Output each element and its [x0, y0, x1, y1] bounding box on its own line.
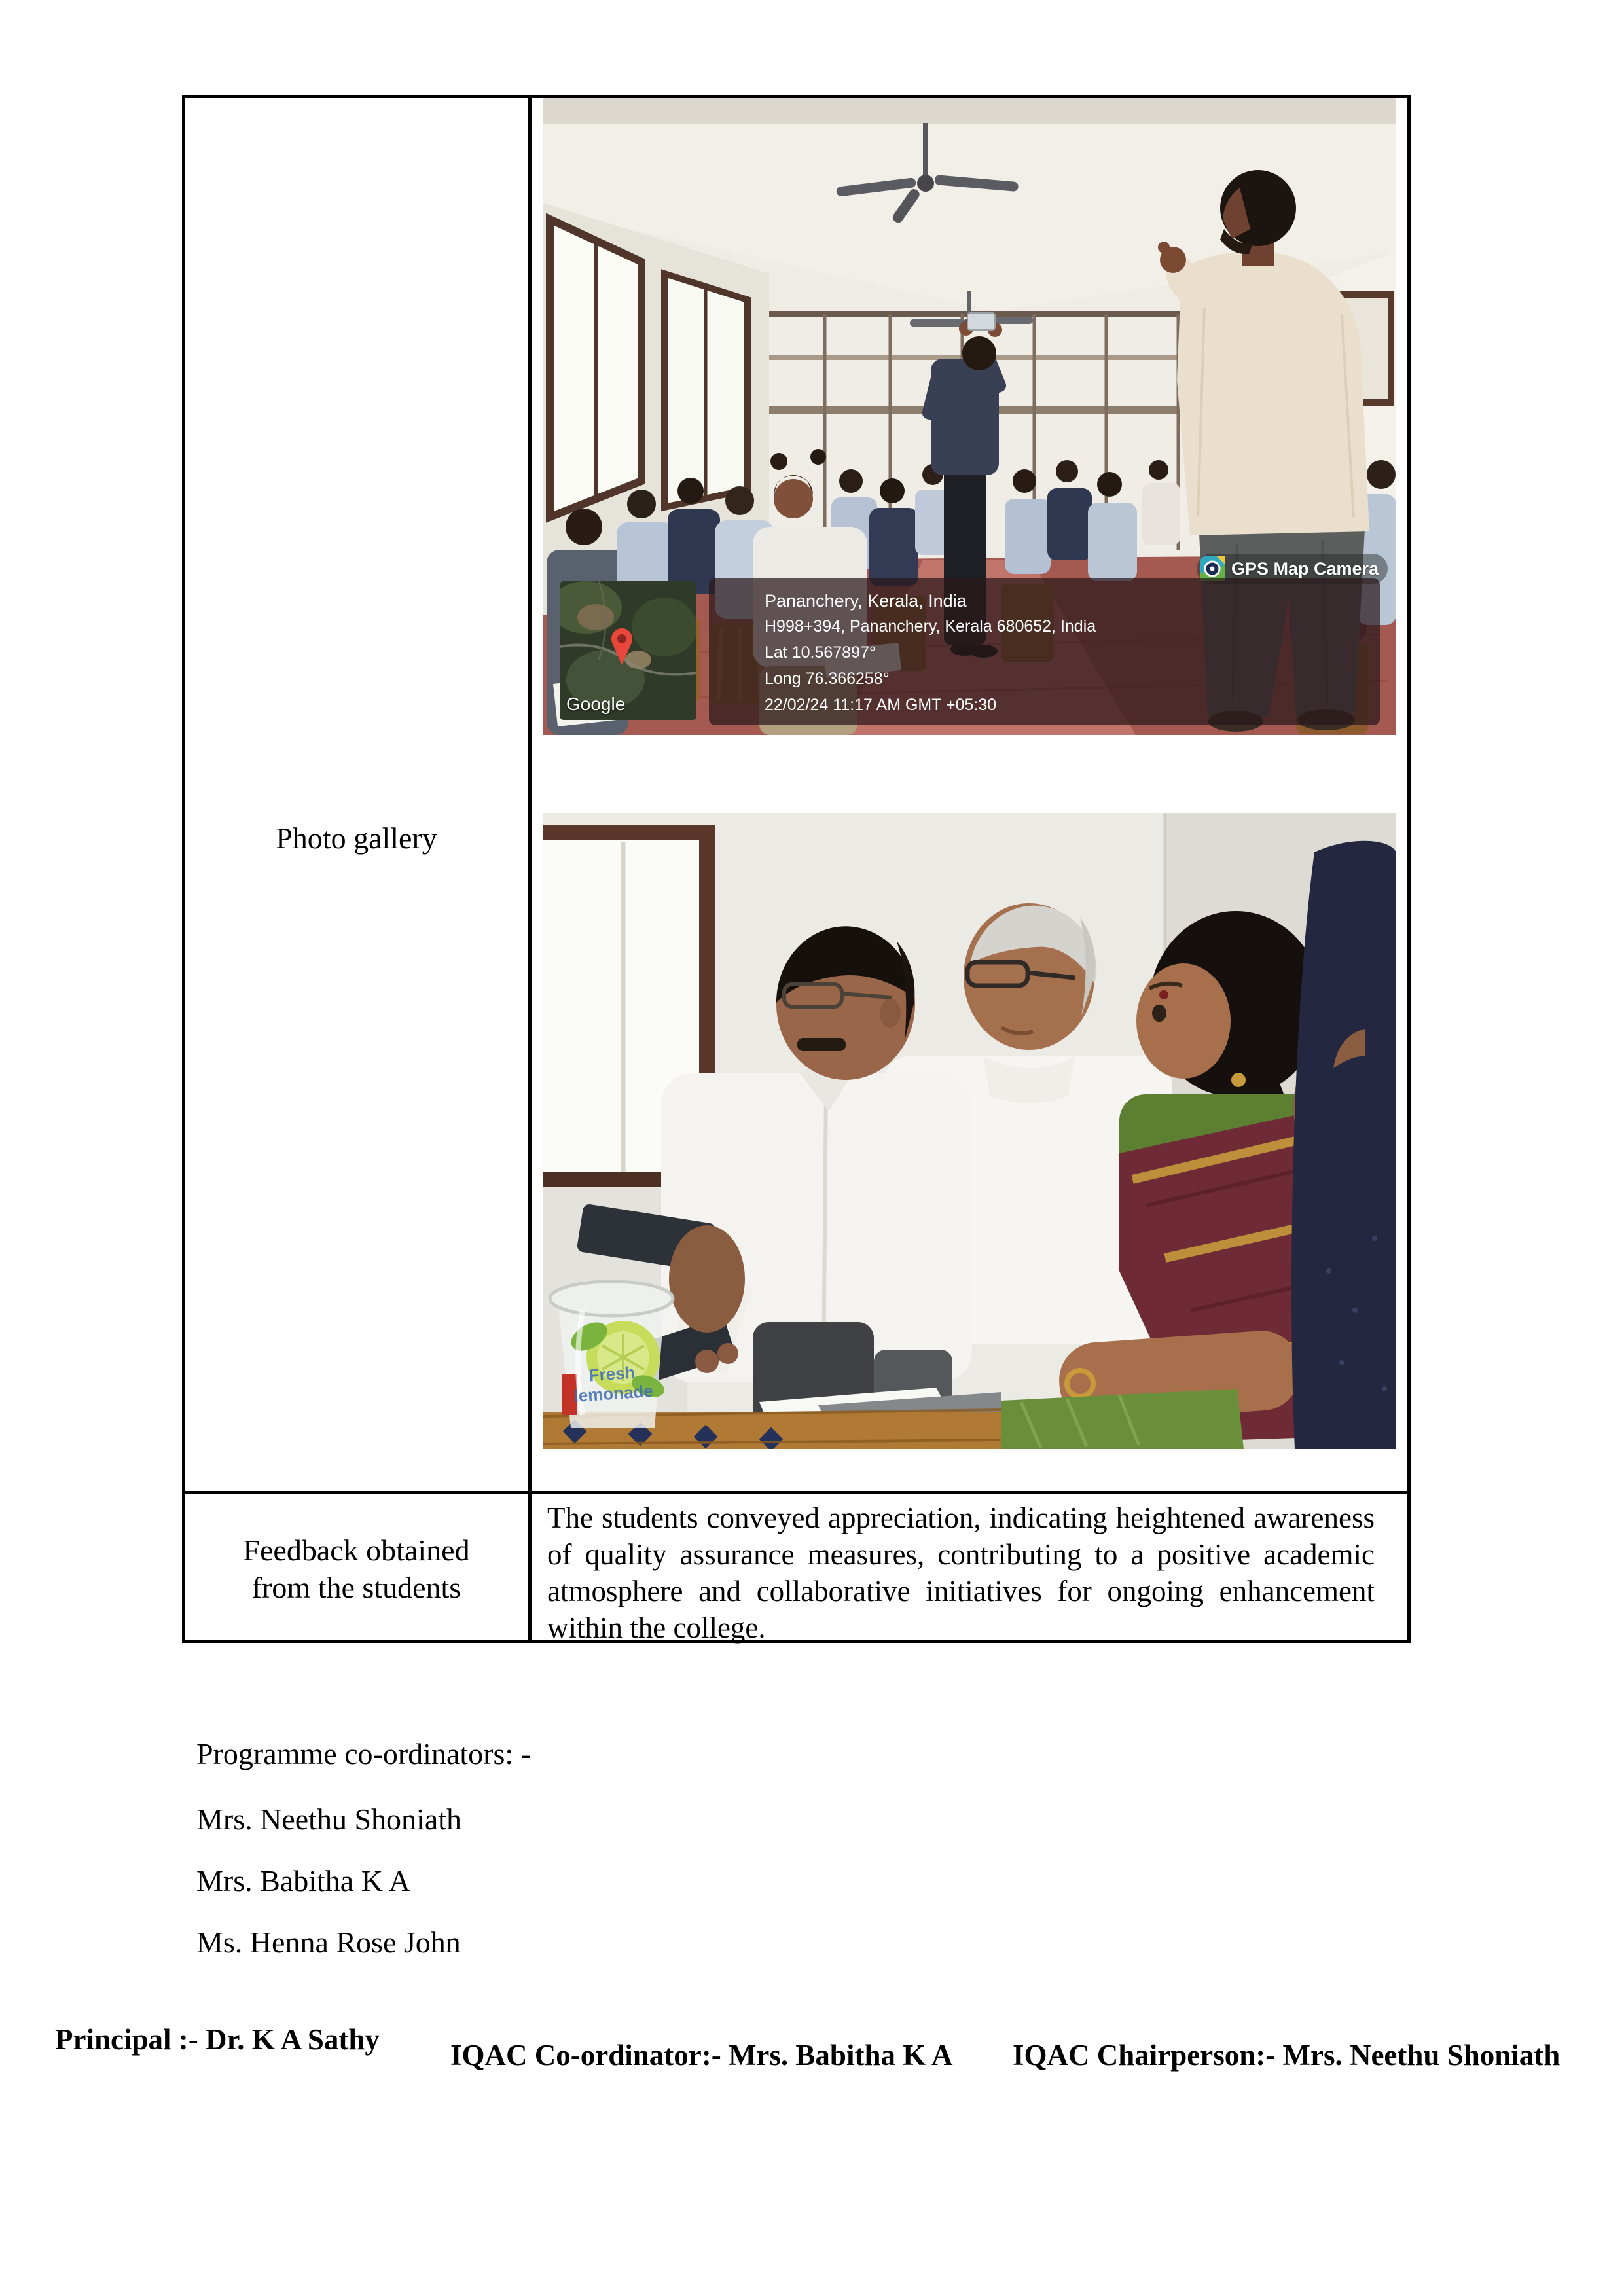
gps-badge-label: GPS Map Camera: [1231, 558, 1379, 579]
gps-datetime: 22/02/24 11:17 AM GMT +05:30: [765, 696, 997, 714]
cup-label-line2: lemonade: [573, 1380, 654, 1407]
photo-gallery-label: Photo gallery: [276, 821, 437, 855]
classroom-photo: [543, 98, 1396, 735]
footer-iqac-coordinator: IQAC Co-ordinator:- Mrs. Babitha K A: [450, 2039, 953, 2072]
coordinator-name-3: Ms. Henna Rose John: [196, 1926, 461, 1959]
gps-location-line1: Pananchery, Kerala, India: [765, 591, 967, 611]
feedback-text: The students conveyed appreciation, indicating heightened awareness of quality assurance measures, contributing to a positive academic atmosphere and collaborative initiatives for ongoing enhancement within the college.: [547, 1501, 1375, 1644]
table-row-divider: [185, 1491, 1407, 1494]
gps-latitude: Lat 10.567897°: [765, 643, 876, 662]
cup-label: [559, 1360, 666, 1407]
footer-iqac-chairperson: IQAC Chairperson:- Mrs. Neethu Shoniath: [1013, 2039, 1561, 2072]
cup-label-line1: Fresh: [588, 1362, 636, 1386]
gps-overlay-card: [709, 578, 1380, 725]
gps-location-line2: H998+394, Pananchery, Kerala 680652, India: [765, 617, 1096, 636]
feedback-label-line1: Feedback obtained: [243, 1534, 470, 1567]
meeting-photo: [543, 813, 1396, 1449]
coordinator-name-1: Mrs. Neethu Shoniath: [196, 1803, 462, 1836]
feedback-label: [185, 1532, 528, 1606]
gps-map-thumbnail: [560, 581, 696, 720]
google-watermark: Google: [566, 694, 626, 714]
gps-longitude: Long 76.366258°: [765, 670, 890, 688]
coordinator-name-2: Mrs. Babitha K A: [196, 1864, 411, 1897]
coordinators-heading: Programme co-ordinators: -: [196, 1737, 531, 1770]
feedback-label-line2: from the students: [251, 1571, 461, 1604]
meeting-scene: [543, 813, 1396, 1449]
footer-principal: Principal :- Dr. K A Sathy: [55, 2023, 380, 2056]
table-column-divider: [528, 98, 532, 1640]
